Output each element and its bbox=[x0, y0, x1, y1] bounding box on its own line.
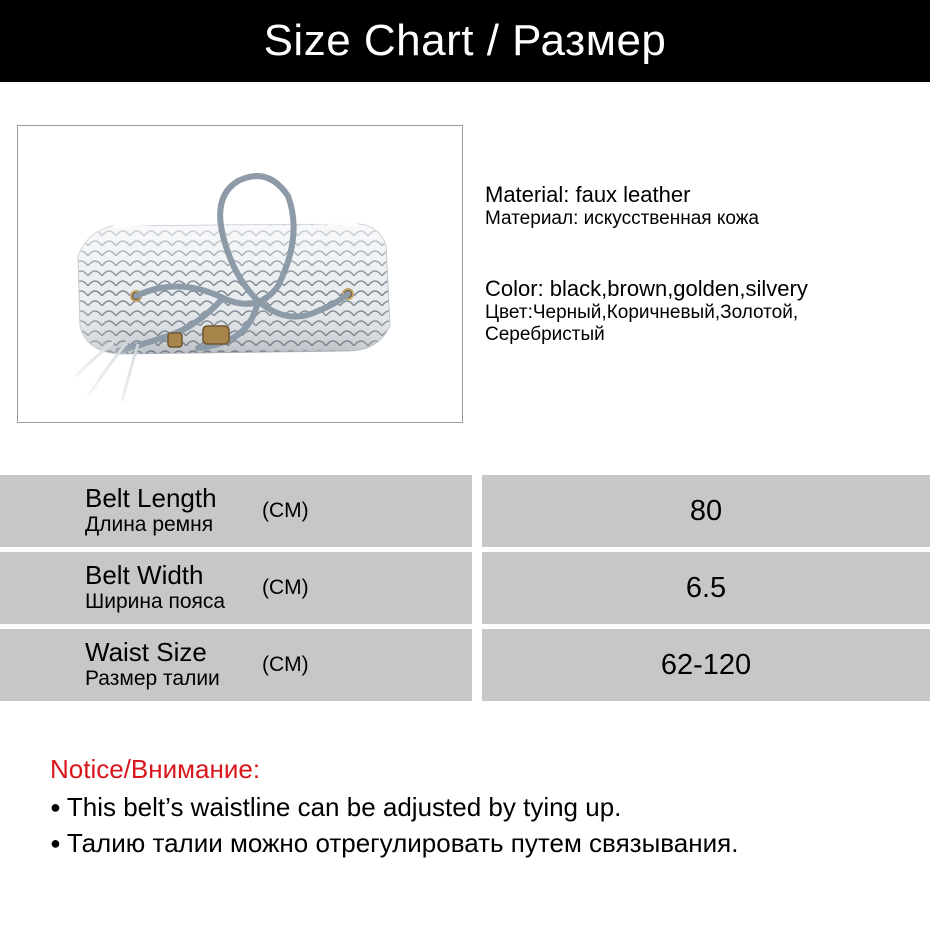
notice-text-en: This belt’s waistline can be adjusted by tying up. bbox=[66, 792, 622, 822]
row-value: 80 bbox=[689, 494, 723, 527]
row-label-cell bbox=[0, 475, 472, 547]
row-unit: (CM) bbox=[262, 576, 309, 599]
material-en: Material: faux leather bbox=[485, 182, 691, 207]
row-value-cell bbox=[482, 629, 930, 701]
table-row bbox=[0, 475, 930, 547]
notice-text-ru: Талию талии можно отрегулировать путем связывания. bbox=[66, 828, 739, 858]
row-unit: (CM) bbox=[262, 653, 309, 676]
row-name-ru: Ширина пояса bbox=[85, 590, 226, 613]
bullet-dot-icon: ● bbox=[50, 797, 61, 817]
row-value-cell bbox=[482, 552, 930, 624]
material-info bbox=[485, 182, 759, 230]
material-ru: Материал: искусственная кожа bbox=[485, 208, 759, 229]
row-value: 6.5 bbox=[685, 571, 727, 604]
belt-image bbox=[18, 126, 463, 423]
page-header bbox=[0, 0, 930, 82]
row-name-en: Belt Width bbox=[85, 560, 204, 590]
row-name-ru: Длина ремня bbox=[85, 513, 214, 536]
row-label-cell bbox=[0, 629, 472, 701]
notice-title: Notice/Внимание: bbox=[50, 754, 261, 784]
row-name-ru: Размер талии bbox=[85, 667, 220, 690]
product-photo bbox=[17, 125, 463, 423]
bullet-dot-icon: ● bbox=[50, 833, 61, 853]
color-en: Color: black,brown,golden,silvery bbox=[485, 276, 808, 301]
row-name-en: Belt Length bbox=[85, 483, 217, 513]
color-ru-1: Цвет:Черный,Коричневый,Золотой, bbox=[485, 302, 799, 323]
notice-bullet-en bbox=[50, 792, 621, 823]
row-unit: (CM) bbox=[262, 499, 309, 522]
row-name-en: Waist Size bbox=[85, 637, 207, 667]
page-title: Size Chart / Размер bbox=[263, 16, 667, 65]
table-row bbox=[0, 552, 930, 624]
color-ru-2: Серебристый bbox=[485, 324, 605, 345]
notice-bullet-ru bbox=[50, 828, 738, 859]
color-info bbox=[485, 276, 808, 346]
table-row bbox=[0, 629, 930, 701]
row-value: 62-120 bbox=[660, 648, 752, 681]
row-label-cell bbox=[0, 552, 472, 624]
row-value-cell bbox=[482, 475, 930, 547]
